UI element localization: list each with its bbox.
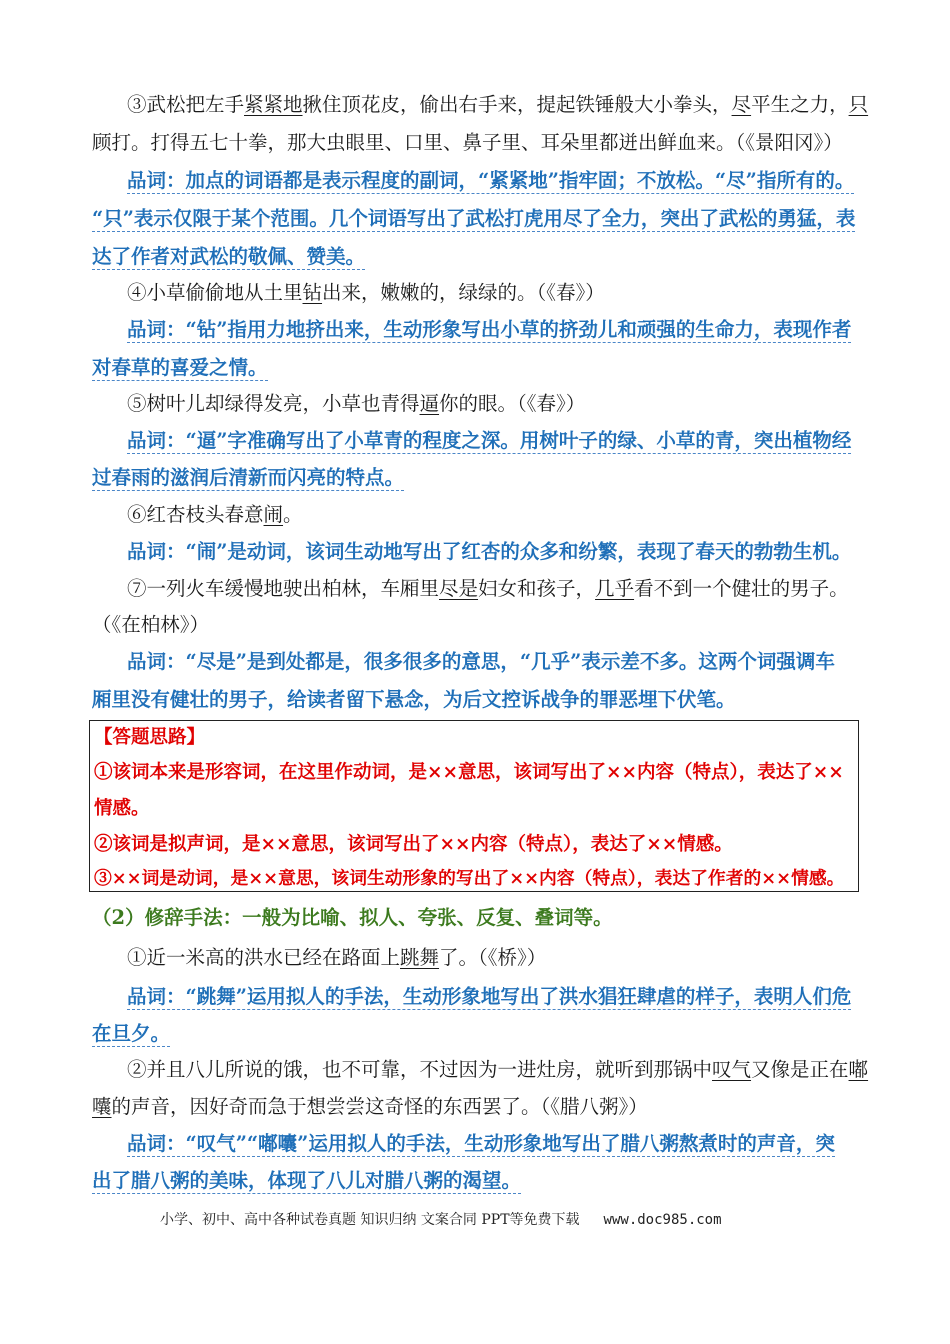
item3-comment-line3: 达了作者对武松的敬佩、赞美。	[92, 245, 366, 268]
s2-item2-text-line1: ②并且八儿所说的饿，也不可靠，不过因为一进灶房，就听到那锅中叹气又像是正在嘟	[127, 1058, 869, 1081]
underlined-word: 逼	[419, 392, 440, 415]
item4-text-line1: ④小草偷偷地从土里钻出来，嫩嫩的，绿绿的。（《春》）	[127, 281, 605, 304]
underlined-word: 叹气	[712, 1058, 752, 1081]
underlined-word: 尽	[731, 93, 752, 116]
tips-title: 【答题思路】	[94, 727, 206, 748]
item3-comment-line2: “只”表示仅限于某个范围。几个词语写出了武松打虎用尽了全力，突出了武松的勇猛，表	[92, 207, 856, 230]
page-footer	[160, 1209, 722, 1229]
s2-item1-text-line1: ①近一米高的洪水已经在路面上跳舞了。（《桥》）	[127, 946, 547, 969]
item5-text-line1: ⑤树叶儿却绿得发亮，小草也青得逼你的眼。（《春》）	[127, 392, 586, 415]
underlined-word: 跳舞	[400, 946, 440, 969]
s2-item2-comment-line2: 出了腊八粥的美味，体现了八儿对腊八粥的渴望。	[92, 1169, 522, 1192]
item7-text-line1: ⑦一列火车缓慢地驶出柏林，车厢里尽是妇女和孩子，几乎看不到一个健壮的男子。	[127, 577, 849, 600]
underlined-word: 几乎	[595, 577, 635, 600]
item3-text-line1: ③武松把左手紧紧地揪住顶花皮，偷出右手来，提起铁锤般大小拳头，尽平生之力，只	[127, 93, 869, 116]
item4-comment-line2: 对春草的喜爱之情。	[92, 356, 268, 379]
tips-line1: ①该词本来是形容词，在这里作动词，是××意思，该词写出了××内容（特点），表达了××	[94, 762, 844, 783]
tips-line2: 情感。	[94, 798, 150, 819]
underlined-word: 囔	[92, 1095, 112, 1118]
answer-tips-box	[89, 720, 859, 892]
item5-comment-line1: 品词：“逼”字准确写出了小草青的程度之深。用树叶子的绿、小草的青，突出植物经	[127, 429, 852, 452]
tips-line3: ②该词是拟声词，是××意思，该词写出了××内容（特点），表达了××情感。	[94, 834, 733, 855]
s2-item2-comment-line1: 品词：“叹气”“嘟囔”运用拟人的手法，生动形象地写出了腊八粥熬煮时的声音，突	[127, 1132, 835, 1155]
item5-comment-line2: 过春雨的滋润后清新而闪亮的特点。	[92, 466, 405, 489]
item7-comment-line1: 品词：“尽是”是到处都是，很多很多的意思，“几乎”表示差不多。这两个词强调车	[127, 650, 835, 673]
underlined-word: 尽是	[439, 577, 479, 600]
underlined-word: 只	[848, 93, 869, 116]
tips-line4: ③××词是动词，是××意思，该词生动形象的写出了××内容（特点），表达了作者的××情感。	[94, 868, 845, 889]
section2-heading: （2）修辞手法：一般为比喻、拟人、夸张、反复、叠词等。	[92, 906, 613, 929]
underlined-word: 嘟	[848, 1058, 869, 1081]
footer-text: 小学、初中、高中各种试卷真题 知识归纳 文案合同 PPT等免费下载	[160, 1212, 580, 1228]
item3-comment-line1: 品词：加点的词语都是表示程度的副词，“紧紧地”指牢固；不放松。“尽”指所有的。	[127, 169, 855, 192]
item7-text-line2: （《在柏林》）	[92, 613, 210, 636]
s2-item1-comment-line1: 品词：“跳舞”运用拟人的手法，生动形象地写出了洪水猖狂肆虐的样子，表明人们危	[127, 985, 852, 1008]
item3-text-line2: 顾打。打得五七十拳，那大虫眼里、口里、鼻子里、耳朵里都迸出鲜血来。（《景阳冈》）	[92, 131, 843, 154]
item6-text-line1: ⑥红杏枝头春意闹。	[127, 503, 303, 526]
item6-comment-line1: 品词：“闹”是动词，该词生动地写出了红杏的众多和纷繁，表现了春天的勃勃生机。	[127, 540, 852, 563]
item7-comment-line2: 厢里没有健壮的男子，给读者留下悬念，为后文控诉战争的罪恶埋下伏笔。	[92, 688, 736, 711]
s2-item1-comment-line2: 在旦夕。	[92, 1022, 171, 1045]
footer-url[interactable]: www.doc985.com	[603, 1212, 722, 1228]
underlined-word: 钻	[302, 281, 323, 304]
s2-item2-text-line2: 囔的声音，因好奇而急于想尝尝这奇怪的东西罢了。（《腊八粥》）	[92, 1095, 648, 1118]
underlined-word: 闹	[263, 503, 284, 526]
underlined-word: 紧紧地	[244, 93, 303, 116]
item4-comment-line1: 品词：“钻”指用力地挤出来，生动形象写出小草的挤劲儿和顽强的生命力，表现作者	[127, 318, 852, 341]
